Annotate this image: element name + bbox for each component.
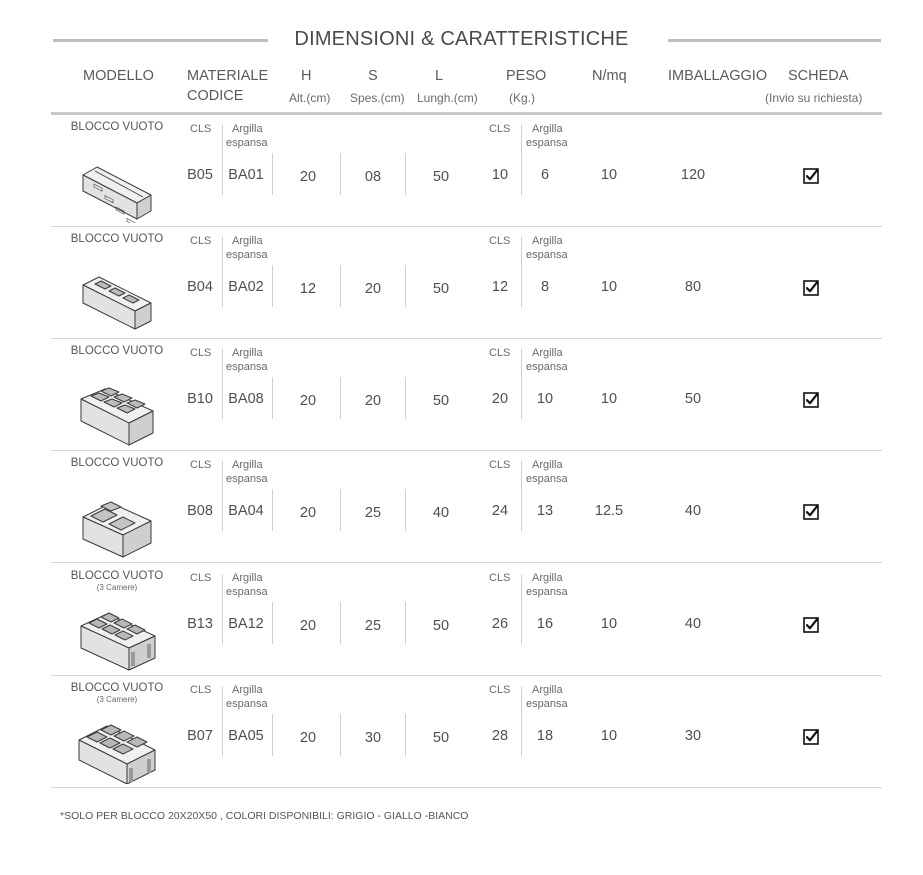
model-subtitle: (3 Camere): [96, 695, 138, 704]
material-divider: [222, 574, 223, 644]
material-divider: [222, 686, 223, 756]
block-standard-icon: [77, 385, 157, 447]
value-imballaggio: 80: [684, 279, 702, 295]
peso-cls: 28: [491, 728, 509, 744]
value-l: 50: [432, 169, 450, 185]
material-label-cls: CLS: [190, 459, 212, 471]
table-row-b13: [0, 564, 923, 676]
peso-divider: [521, 574, 522, 644]
peso-cls: 12: [491, 279, 509, 295]
block-low-icon: [77, 273, 157, 335]
value-nmq: 10: [600, 728, 618, 744]
code-divider: [272, 153, 273, 195]
value-l: 50: [432, 730, 450, 746]
code-cls: B10: [187, 391, 213, 407]
h-divider: [340, 489, 341, 531]
material-label-cls: CLS: [190, 347, 212, 359]
peso-label-cls: CLS: [489, 459, 511, 471]
value-imballaggio: 120: [680, 167, 706, 183]
s-divider: [405, 489, 406, 531]
peso-argilla: 6: [540, 167, 550, 183]
value-s: 25: [364, 618, 382, 634]
peso-label-argilla: Argilla espansa: [526, 459, 568, 485]
material-label-argilla: Argilla espansa: [226, 572, 268, 598]
header-codice: CODICE: [187, 88, 244, 104]
value-h: 20: [299, 169, 317, 185]
peso-cls: 10: [491, 167, 509, 183]
s-divider: [405, 602, 406, 644]
model-subtitle: (3 Camere): [96, 583, 138, 592]
code-cls: B05: [187, 167, 213, 183]
h-divider: [340, 714, 341, 756]
material-divider: [222, 125, 223, 195]
peso-label-argilla: Argilla espansa: [526, 572, 568, 598]
material-divider: [222, 349, 223, 419]
material-label-argilla: Argilla espansa: [226, 459, 268, 485]
code-cls: B04: [187, 279, 213, 295]
peso-label-cls: CLS: [489, 123, 511, 135]
code-cls: B07: [187, 728, 213, 744]
material-label-cls: CLS: [190, 572, 212, 584]
material-label-cls: CLS: [190, 123, 212, 135]
peso-cls: 24: [491, 503, 509, 519]
value-nmq: 10: [600, 616, 618, 632]
material-label-argilla: Argilla espansa: [226, 123, 268, 149]
block-three-chamber-icon: [77, 610, 157, 672]
h-divider: [340, 265, 341, 307]
peso-divider: [521, 125, 522, 195]
value-nmq: 10: [600, 167, 618, 183]
scheda-checkbox-icon[interactable]: [803, 617, 819, 633]
peso-label-argilla: Argilla espansa: [526, 684, 568, 710]
table-row-b05: [0, 115, 923, 227]
table-row-b07: [0, 676, 923, 788]
s-divider: [405, 153, 406, 195]
model-cell: [62, 121, 172, 134]
code-argilla: BA02: [228, 279, 264, 295]
model-name: BLOCCO VUOTO: [70, 682, 164, 694]
scheda-checkbox-icon[interactable]: [803, 168, 819, 184]
peso-argilla: 18: [536, 728, 554, 744]
value-s: 20: [364, 281, 382, 297]
value-h: 20: [299, 730, 317, 746]
header-nmq: N/mq: [592, 68, 627, 84]
code-argilla: BA01: [228, 167, 264, 183]
value-l: 40: [432, 505, 450, 521]
row-divider: [51, 562, 882, 563]
model-cell: [62, 457, 172, 470]
material-divider: [222, 237, 223, 307]
peso-divider: [521, 461, 522, 531]
block-thin-icon: [77, 161, 157, 223]
peso-divider: [521, 349, 522, 419]
table-row-b08: [0, 451, 923, 563]
peso-label-argilla: Argilla espansa: [526, 347, 568, 373]
h-divider: [340, 377, 341, 419]
material-label-argilla: Argilla espansa: [226, 235, 268, 261]
code-divider: [272, 714, 273, 756]
code-argilla: BA05: [228, 728, 264, 744]
table-row-b10: [0, 339, 923, 451]
scheda-checkbox-icon[interactable]: [803, 392, 819, 408]
header-h-sub: Alt.(cm): [289, 91, 331, 105]
s-divider: [405, 265, 406, 307]
model-cell: [62, 345, 172, 358]
block-two-cell-icon: [77, 497, 157, 559]
value-h: 20: [299, 393, 317, 409]
peso-divider: [521, 686, 522, 756]
peso-argilla: 13: [536, 503, 554, 519]
material-label-argilla: Argilla espansa: [226, 347, 268, 373]
peso-label-cls: CLS: [489, 347, 511, 359]
header-materiale: MATERIALE: [187, 68, 269, 84]
value-l: 50: [432, 393, 450, 409]
value-imballaggio: 30: [684, 728, 702, 744]
value-s: 25: [364, 505, 382, 521]
scheda-checkbox-icon[interactable]: [803, 504, 819, 520]
header-s: S: [368, 68, 378, 84]
code-divider: [272, 602, 273, 644]
value-nmq: 10: [600, 279, 618, 295]
code-divider: [272, 489, 273, 531]
value-nmq: 10: [600, 391, 618, 407]
block-three-chamber-wide-icon: [77, 722, 157, 784]
value-s: 20: [364, 393, 382, 409]
peso-label-argilla: Argilla espansa: [526, 123, 568, 149]
code-argilla: BA08: [228, 391, 264, 407]
value-s: 30: [364, 730, 382, 746]
value-l: 50: [432, 281, 450, 297]
value-imballaggio: 40: [684, 616, 702, 632]
value-h: 12: [299, 281, 317, 297]
code-divider: [272, 265, 273, 307]
code-argilla: BA04: [228, 503, 264, 519]
value-l: 50: [432, 618, 450, 634]
footnote: *SOLO PER BLOCCO 20X20X50 , COLORI DISPONIBILI: GRIGIO - GIALLO -BIANCO: [60, 810, 469, 822]
value-h: 20: [299, 618, 317, 634]
header-scheda-sub: (Invio su richiesta): [765, 91, 863, 105]
material-label-cls: CLS: [190, 684, 212, 696]
code-cls: B08: [187, 503, 213, 519]
code-divider: [272, 377, 273, 419]
peso-label-cls: CLS: [489, 572, 511, 584]
header-imballaggio: IMBALLAGGIO: [668, 68, 768, 84]
model-name: BLOCCO VUOTO: [70, 345, 164, 357]
header-peso-sub: (Kg.): [509, 91, 536, 105]
model-name: BLOCCO VUOTO: [70, 570, 164, 582]
header-s-sub: Spes.(cm): [350, 91, 405, 105]
model-cell: [62, 682, 172, 705]
value-imballaggio: 40: [684, 503, 702, 519]
header-scheda: SCHEDA: [788, 68, 849, 84]
code-argilla: BA12: [228, 616, 264, 632]
model-name: BLOCCO VUOTO: [70, 233, 164, 245]
peso-cls: 26: [491, 616, 509, 632]
peso-argilla: 16: [536, 616, 554, 632]
value-nmq: 12.5: [594, 503, 624, 519]
peso-label-cls: CLS: [489, 684, 511, 696]
peso-label-argilla: Argilla espansa: [526, 235, 568, 261]
table-row-b04: [0, 227, 923, 339]
peso-cls: 20: [491, 391, 509, 407]
title-rule-right: [668, 39, 881, 42]
s-divider: [405, 377, 406, 419]
header-peso: PESO: [506, 68, 547, 84]
model-name: BLOCCO VUOTO: [70, 457, 164, 469]
h-divider: [340, 153, 341, 195]
header-l: L: [435, 68, 444, 84]
peso-label-cls: CLS: [489, 235, 511, 247]
material-divider: [222, 461, 223, 531]
header-l-sub: Lungh.(cm): [417, 91, 478, 105]
row-divider: [51, 787, 882, 788]
header-h: H: [301, 68, 312, 84]
peso-divider: [521, 237, 522, 307]
value-h: 20: [299, 505, 317, 521]
page-title: DIMENSIONI & CARATTERISTICHE: [294, 28, 629, 50]
s-divider: [405, 714, 406, 756]
material-label-cls: CLS: [190, 235, 212, 247]
model-cell: [62, 233, 172, 246]
value-s: 08: [364, 169, 382, 185]
scheda-checkbox-icon[interactable]: [803, 729, 819, 745]
header-modello: MODELLO: [83, 68, 154, 84]
peso-argilla: 8: [540, 279, 550, 295]
scheda-checkbox-icon[interactable]: [803, 280, 819, 296]
model-cell: [62, 570, 172, 593]
code-cls: B13: [187, 616, 213, 632]
value-imballaggio: 50: [684, 391, 702, 407]
h-divider: [340, 602, 341, 644]
material-label-argilla: Argilla espansa: [226, 684, 268, 710]
model-name: BLOCCO VUOTO: [70, 121, 164, 133]
peso-argilla: 10: [536, 391, 554, 407]
